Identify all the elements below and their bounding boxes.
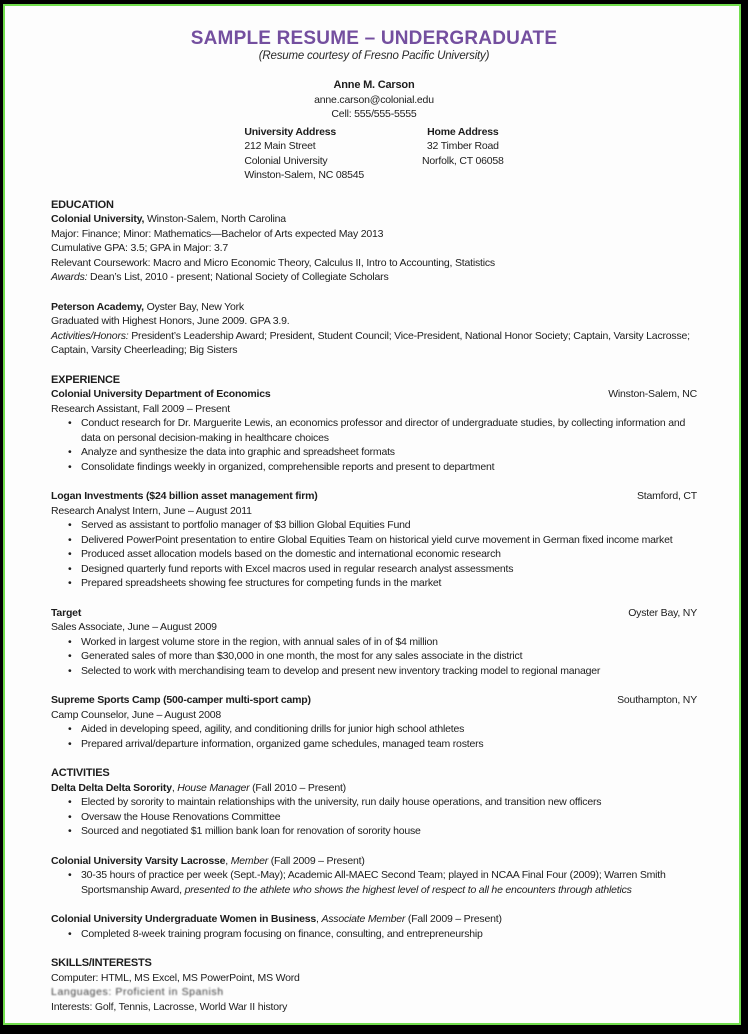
bullet-item [51, 824, 697, 839]
bullet-item [51, 722, 697, 737]
bullet-item [51, 547, 697, 562]
address-line: Winston-Salem, NC 08545 [244, 169, 365, 181]
bullet-icon: • [68, 869, 72, 881]
activity-group [51, 854, 697, 898]
experience-job [51, 387, 697, 474]
job-location: Winston-Salem, NC [608, 388, 697, 400]
job-company: Target [51, 606, 82, 619]
job-location: Stamford, CT [636, 490, 697, 502]
bullet-item [51, 635, 697, 650]
activity-title-line [51, 854, 697, 869]
education-line: Graduated with Highest Honors, June 2009. GPA 3.9. [51, 315, 290, 327]
section-heading-experience: EXPERIENCE [51, 373, 120, 386]
bullet-icon: • [68, 635, 72, 648]
education-line: Cumulative GPA: 3.5; GPA in Major: 3.7 [51, 242, 229, 254]
bullet-text: Analyze and synthesize the data into graphic and spreadsheet formats [81, 446, 395, 458]
home-address-label: Home Address [427, 125, 499, 138]
bullet-item [51, 460, 697, 475]
document-header [51, 28, 697, 183]
separator: , [171, 781, 178, 794]
school-name: Peterson Academy, [51, 300, 144, 313]
activity-org: Colonial University Undergraduate Women in Business [51, 913, 316, 925]
contact-name: Anne M. Carson [333, 79, 415, 91]
education-line: Relevant Coursework: Macro and Micro Economic Theory, Calculus II, Intro to Accounting, Statistics [51, 256, 495, 269]
contact-cell: Cell: 555/555-5555 [331, 108, 417, 120]
separator: , [225, 854, 231, 867]
activity-title-line [51, 912, 697, 927]
experience-job [51, 693, 697, 751]
bullet-icon: • [68, 810, 72, 823]
section-heading-activities: ACTIVITIES [51, 767, 110, 779]
bullet-item [51, 664, 697, 679]
page-title: SAMPLE RESUME – UNDERGRADUATE [190, 28, 558, 49]
address-columns [51, 125, 697, 183]
bullet-text: Selected to work with merchandising team to develop and present new inventory tracking model to regional manager [81, 664, 601, 677]
awards-text: Dean’s List, 2010 - present; National Society of Collegiate Scholars [87, 271, 389, 283]
bullet-icon: • [68, 562, 72, 575]
activity-org: Colonial University Varsity Lacrosse [51, 854, 226, 867]
activity-title-line [51, 781, 697, 796]
bullet-item [51, 518, 697, 533]
bullet-text: Sourced and negotiated $1 million bank loan for renovation of sorority house [81, 825, 421, 837]
bullet-text [81, 868, 697, 897]
job-location: Southampton, NY [617, 694, 697, 706]
bullet-icon: • [68, 737, 72, 750]
bullet-icon: • [68, 417, 72, 429]
bullet-icon: • [68, 664, 72, 677]
job-company: Colonial University Department of Economics [51, 388, 271, 400]
activity-group [51, 781, 697, 839]
education-honors-line [51, 329, 697, 358]
bullet-item [51, 737, 697, 752]
job-header [51, 387, 697, 402]
job-role: Research Analyst Intern, June – August 2011 [51, 504, 252, 517]
skills-interests-line: Interests: Golf, Tennis, Lacrosse, World War II history [51, 1000, 288, 1013]
school-location: Oyster Bay, New York [143, 300, 244, 313]
bullet-icon: • [68, 460, 72, 473]
bullet-text-plain: 30-35 hours of practice per week (Sept.-May); Academic All-MAEC Second Team; played in NCAA Final Four (2009); Warren Smith Sportsmanship Award, [81, 869, 666, 896]
bullet-item [51, 576, 697, 591]
bullet-item [51, 562, 697, 577]
bullet-text: Served as assistant to portfolio manager of $3 billion Global Equities Fund [81, 519, 411, 531]
job-header [51, 693, 697, 708]
bullet-text: Conduct research for Dr. Marguerite Lewis, an economics professor and director of undergraduate studies, by collecting information and data on personal decision-making in healthcare choices [81, 417, 686, 444]
honors-label: Activities/Honors: [51, 329, 129, 342]
bullet-icon: • [68, 825, 72, 837]
bullet-text: Worked in largest volume store in the region, with annual sales of in of $4 million [81, 635, 438, 648]
address-line: Colonial University [244, 154, 328, 167]
bullet-icon: • [68, 533, 72, 546]
section-heading-education: EDUCATION [51, 198, 114, 211]
bullet-icon: • [68, 723, 72, 735]
bullet-icon: • [68, 548, 72, 560]
page-border [3, 4, 741, 1025]
bullet-text: Elected by sorority to maintain relationships with the university, run daily house operations, and transition new officers [81, 796, 602, 808]
contact-email: anne.carson@colonial.edu [314, 93, 434, 106]
bullet-text-italic: presented to the athlete who shows the highest level of respect to all he encounters through athletics [184, 883, 632, 896]
bullet-icon: • [68, 577, 72, 589]
school-name: Colonial University, [51, 213, 145, 225]
bullet-icon: • [68, 927, 72, 940]
activity-dates: (Fall 2009 – Present) [405, 913, 502, 925]
address-line: 32 Timber Road [426, 140, 499, 152]
bullet-icon: • [68, 519, 72, 531]
bullet-text: Prepared spreadsheets showing fee structures for competing funds in the market [81, 577, 442, 589]
experience-job [51, 489, 697, 591]
honors-text: President’s Leadership Award; President, Student Council; Vice-President, National Honor Society; Captain, Varsity Lacrosse; Captain, Varsity Cheerleading; Big Sisters [51, 329, 690, 356]
bullet-icon: • [68, 796, 72, 808]
bullet-item [51, 810, 697, 825]
page-subtitle: (Resume courtesy of Fresno Pacific University) [258, 50, 490, 62]
experience-job [51, 606, 697, 679]
bullet-text: Designed quarterly fund reports with Excel macros used in regular research analyst assessments [81, 562, 514, 575]
job-role: Camp Counselor, June – August 2008 [51, 708, 222, 721]
education-awards-line [51, 270, 697, 285]
awards-label: Awards: [51, 271, 88, 283]
bullet-item [51, 868, 697, 897]
university-address [244, 125, 364, 183]
skills-computer-line: Computer: HTML, MS Excel, MS PowerPoint, MS Word [51, 971, 300, 984]
activity-org: Delta Delta Delta Sorority [51, 781, 172, 794]
education-school [51, 212, 697, 285]
bullet-text: Produced asset allocation models based on the domestic and international economic research [81, 548, 501, 560]
activity-dates: (Fall 2009 – Present) [268, 854, 365, 867]
education-line: Major: Finance; Minor: Mathematics—Bachelor of Arts expected May 2013 [51, 227, 384, 240]
bullet-text: Delivered PowerPoint presentation to entire Global Equities Team on historical yield curve movement in German fixed income market [81, 533, 673, 546]
bullet-text: Consolidate findings weekly in organized, comprehensible reports and present to department [81, 460, 495, 473]
home-address [422, 125, 504, 183]
skills-languages-line: Languages: Proficient in Spanish [51, 986, 224, 998]
activity-group [51, 912, 697, 941]
address-line: Norfolk, CT 06058 [422, 154, 504, 167]
bullet-item [51, 927, 697, 942]
activity-role: Associate Member [321, 913, 406, 925]
job-header [51, 489, 697, 504]
bullet-icon: • [68, 650, 72, 662]
bullet-text: Aided in developing speed, agility, and conditioning drills for junior high school athletes [81, 723, 465, 735]
bullet-item [51, 795, 697, 810]
separator: , [316, 913, 322, 925]
job-location: Oyster Bay, NY [628, 606, 697, 619]
bullet-item [51, 445, 697, 460]
school-title-line [51, 212, 697, 227]
university-address-label: University Address [244, 125, 337, 138]
job-company: Supreme Sports Camp (500-camper multi-sport camp) [51, 694, 311, 706]
bullet-item [51, 649, 697, 664]
activity-role: House Manager [177, 781, 250, 794]
bullet-icon: • [68, 446, 72, 458]
school-title-line [51, 300, 697, 315]
bullet-text: Generated sales of more than $30,000 in one month, the most for any sales associate in the district [81, 650, 523, 662]
section-heading-skills: SKILLS/INTERESTS [51, 957, 152, 969]
skills-block [51, 971, 697, 1015]
bullet-text: Completed 8-week training program focusing on finance, consulting, and entrepreneurship [81, 927, 483, 940]
education-school [51, 300, 697, 358]
job-role: Research Assistant, Fall 2009 – Present [51, 402, 230, 415]
activity-dates: (Fall 2010 – Present) [249, 781, 346, 794]
bullet-item [51, 416, 697, 445]
bullet-text: Oversaw the House Renovations Committee [81, 810, 281, 823]
activity-role: Member [230, 854, 269, 867]
job-role: Sales Associate, June – August 2009 [51, 621, 217, 633]
bullet-item [51, 533, 697, 548]
job-company: Logan Investments ($24 billion asset management firm) [51, 490, 318, 502]
bullet-text: Prepared arrival/departure information, organized game schedules, managed team rosters [81, 737, 484, 750]
job-header [51, 606, 697, 621]
school-location: Winston-Salem, North Carolina [144, 213, 286, 225]
resume-page [5, 6, 739, 1014]
address-line: 212 Main Street [244, 140, 316, 152]
